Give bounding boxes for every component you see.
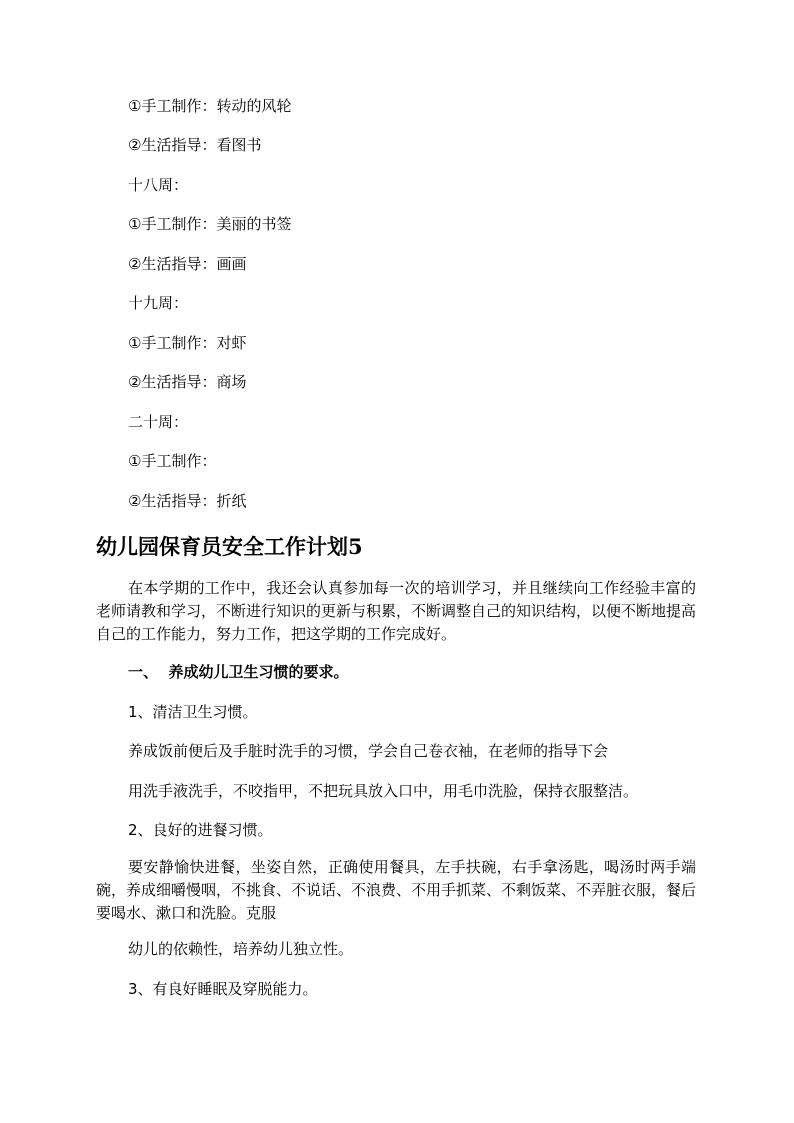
intro-paragraph: 在本学期的工作中，我还会认真参加每一次的培训学习，并且继续向工作经验丰富的老师请教和学习，不断进行知识的更新与积累，不断调整自己的知识结构，以便不断地提高自己的工作能力，努力工作，把这学期的工作完成好。 [96, 579, 697, 643]
text-line: ①手工制作： [128, 452, 217, 470]
text-line: ①手工制作：美丽的书签 [128, 215, 292, 233]
item2-paragraph: 要安静愉快进餐，坐姿自然，正确使用餐具，左手扶碗，右手拿汤匙，喝汤时两手端碗，养成细嚼慢咽，不挑食、不说话、不浪费、不用手抓菜、不剩饭菜、不弄脏衣服，餐后要喝水、漱口和洗脸。克服 [96, 858, 697, 922]
week-label: 十九周： [128, 294, 189, 312]
text-line: 养成饭前便后及手脏时洗手的习惯，学会自己卷衣袖，在老师的指导下会 [128, 742, 609, 760]
item-heading: 3、有良好睡眠及穿脱能力。 [128, 980, 318, 998]
text-line: 用洗手液洗手，不咬指甲，不把玩具放入口中，用毛巾洗脸，保持衣服整洁。 [128, 782, 639, 800]
section-subheading: 一、 养成幼儿卫生习惯的要求。 [128, 663, 349, 681]
text-line: ②生活指导：商场 [128, 373, 247, 391]
item-heading: 1、清洁卫生习惯。 [128, 703, 258, 721]
text-line: 幼儿的依赖性，培养幼儿独立性。 [128, 940, 354, 958]
week-label: 十八周： [128, 176, 189, 194]
text-line: ②生活指导：看图书 [128, 136, 262, 154]
item-heading: 2、良好的进餐习惯。 [128, 821, 273, 839]
section-title: 幼儿园保育员安全工作计划5 [96, 534, 363, 559]
text-line: ②生活指导：折纸 [128, 492, 247, 510]
text-line: ②生活指导：画画 [128, 255, 247, 273]
text-line: ①手工制作：对虾 [128, 334, 247, 352]
week-label: 二十周： [128, 413, 189, 431]
text-line: ①手工制作：转动的风轮 [128, 97, 292, 115]
